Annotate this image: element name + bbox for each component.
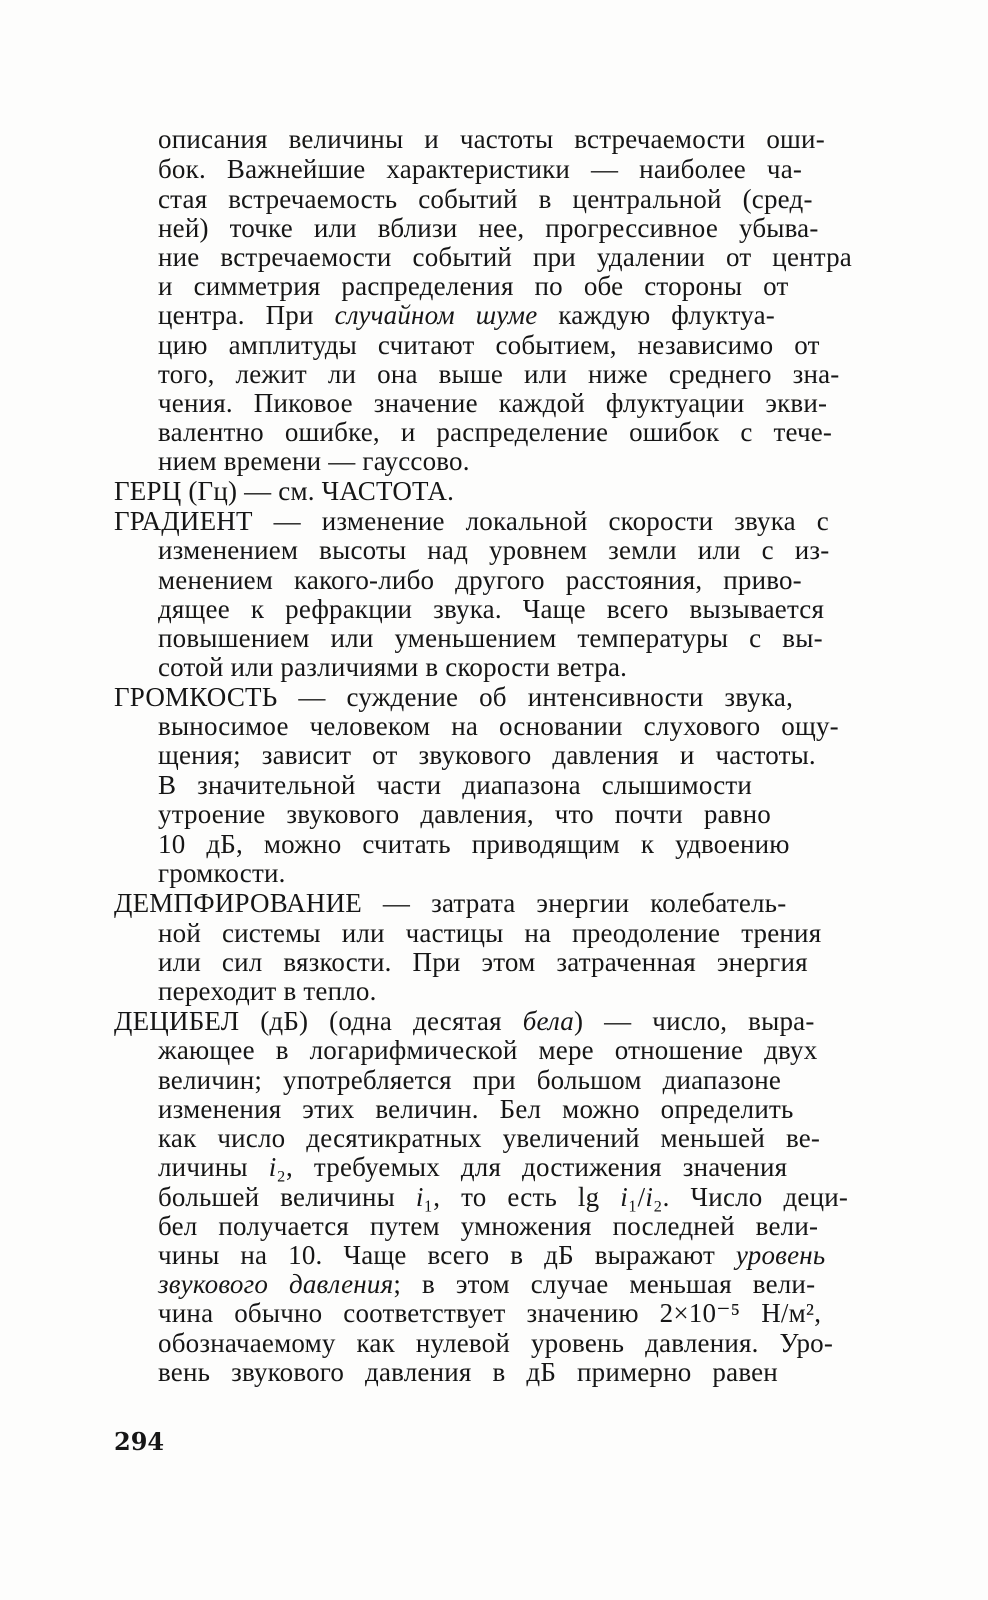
italic-text: i bbox=[620, 1182, 628, 1212]
text-run: личины bbox=[158, 1152, 269, 1182]
text-run: ₂. Число деци- bbox=[653, 1182, 849, 1212]
text-run: каждую флуктуа- bbox=[537, 300, 775, 330]
text-run: ₁/ bbox=[628, 1182, 646, 1212]
text-line bbox=[158, 446, 470, 476]
text-run: ной системы или частицы на преодоление трения bbox=[158, 918, 822, 948]
italic-text: i bbox=[268, 1152, 277, 1182]
text-run: ; в этом случае меньшая вели- bbox=[393, 1269, 816, 1299]
text-run: щения; зависит от звукового давления и частоты. bbox=[158, 740, 816, 770]
text-line bbox=[158, 1298, 821, 1328]
text-run: ГРОМКОСТЬ — суждение об интенсивности звука, bbox=[114, 682, 794, 712]
text-line bbox=[158, 1094, 793, 1124]
text-line bbox=[158, 300, 775, 330]
text-run: 10 дБ, можно считать приводящим к удвоению bbox=[158, 829, 790, 859]
text-line bbox=[158, 770, 752, 800]
italic-text: уровень bbox=[735, 1240, 826, 1270]
page-number: 294 bbox=[114, 1427, 165, 1456]
text-line bbox=[114, 476, 454, 506]
text-run: центра. При bbox=[158, 300, 335, 330]
text-run: менением какого-либо другого расстояния, приво- bbox=[158, 565, 802, 595]
text-line bbox=[158, 918, 821, 948]
text-line bbox=[158, 213, 819, 243]
text-run: В значительной части диапазона слышимости bbox=[158, 770, 753, 800]
text-line bbox=[158, 124, 825, 154]
text-run: повышением или уменьшением температуры с вы- bbox=[158, 623, 823, 653]
text-line bbox=[158, 858, 286, 888]
text-line bbox=[114, 888, 786, 918]
text-line bbox=[158, 330, 820, 360]
text-run: нием времени — гауссово. bbox=[158, 446, 470, 476]
text-line bbox=[158, 242, 852, 272]
text-line bbox=[158, 1035, 817, 1065]
text-line bbox=[158, 711, 839, 741]
text-line bbox=[158, 1269, 815, 1299]
italic-text: звукового давления bbox=[158, 1269, 394, 1299]
text-run: бел получается путем умножения последней вели- bbox=[158, 1211, 819, 1241]
text-line bbox=[158, 1123, 820, 1153]
text-line bbox=[158, 799, 771, 829]
text-run: стая встречаемость событий в центральной (сред- bbox=[158, 184, 813, 214]
text-line bbox=[158, 1182, 848, 1212]
text-line bbox=[158, 154, 802, 184]
text-run: ) — число, выра- bbox=[574, 1006, 815, 1036]
text-line bbox=[158, 184, 813, 214]
text-run: выносимое человеком на основании слухового ощу- bbox=[158, 711, 839, 741]
text-run: вень звукового давления в дБ примерно равен bbox=[158, 1357, 778, 1387]
text-run: чения. Пиковое значение каждой флуктуации экви- bbox=[158, 388, 828, 418]
text-line bbox=[158, 623, 823, 653]
text-line bbox=[158, 1240, 825, 1270]
text-run: ДЕМПФИРОВАНИЕ — затрата энергии колебатель- bbox=[114, 888, 787, 918]
text-run: ₁, то есть lg bbox=[423, 1182, 621, 1212]
text-run: ₂, требуемых для достижения значения bbox=[276, 1152, 788, 1182]
text-line bbox=[158, 740, 816, 770]
text-line bbox=[158, 1211, 818, 1241]
text-line bbox=[114, 506, 829, 536]
text-line bbox=[158, 652, 627, 682]
text-line bbox=[114, 682, 793, 712]
text-run: изменением высоты над уровнем земли или с из- bbox=[158, 535, 830, 565]
text-line bbox=[158, 1357, 778, 1387]
text-run: ГЕРЦ (Гц) — см. ЧАСТОТА. bbox=[114, 476, 455, 506]
text-line bbox=[114, 1006, 815, 1036]
italic-text: бела bbox=[522, 1006, 574, 1036]
text-run: жающее в логарифмической мере отношение двух bbox=[158, 1035, 818, 1065]
text-line bbox=[158, 271, 788, 301]
text-run: изменения этих величин. Бел можно определить bbox=[158, 1094, 794, 1124]
text-run: обозначаемому как нулевой уровень давления. Уро- bbox=[158, 1328, 834, 1358]
text-run: бок. Важнейшие характеристики — наиболее ча- bbox=[158, 154, 803, 184]
text-line bbox=[158, 829, 790, 859]
italic-text: случайном шуме bbox=[334, 300, 538, 330]
text-run: ГРАДИЕНТ — изменение локальной скорости звука с bbox=[114, 506, 829, 536]
text-run: цию амплитуды считают событием, независимо от bbox=[158, 330, 820, 360]
text-run: того, лежит ли она выше или ниже среднего зна- bbox=[158, 359, 840, 389]
text-line bbox=[158, 1152, 787, 1182]
text-run: или сил вязкости. При этом затраченная энергия bbox=[158, 947, 808, 977]
text-run: ние встречаемости событий при удалении от центра bbox=[158, 242, 852, 272]
text-run: чина обычно соответствует значению 2×10⁻⁵ Н/м², bbox=[158, 1298, 822, 1328]
text-run: как число десятикратных увеличений меньшей ве- bbox=[158, 1123, 821, 1153]
text-line bbox=[158, 1328, 833, 1358]
text-line bbox=[158, 565, 802, 595]
text-run: ДЕЦИБЕЛ (дБ) (одна десятая bbox=[114, 1006, 523, 1036]
text-line bbox=[158, 388, 827, 418]
text-run: большей величины bbox=[158, 1182, 416, 1212]
text-run: переходит в тепло. bbox=[158, 976, 377, 1006]
text-line bbox=[158, 976, 377, 1006]
text-run: громкости. bbox=[158, 858, 286, 888]
text-run: дящее к рефракции звука. Чаще всего вызывается bbox=[158, 594, 825, 624]
text-line bbox=[158, 359, 840, 389]
text-run: величин; употребляется при большом диапазоне bbox=[158, 1065, 782, 1095]
text-run: сотой или различиями в скорости ветра. bbox=[158, 652, 628, 682]
text-run: чины на 10. Чаще всего в дБ выражают bbox=[158, 1240, 736, 1270]
italic-text: i bbox=[645, 1182, 654, 1212]
text-line bbox=[158, 947, 808, 977]
text-run: и симметрия распределения по обе стороны от bbox=[158, 271, 789, 301]
italic-text: i bbox=[415, 1182, 424, 1212]
text-run: валентно ошибке, и распределение ошибок с тече- bbox=[158, 417, 833, 447]
text-line bbox=[158, 535, 829, 565]
text-run: описания величины и частоты встречаемости оши- bbox=[158, 124, 825, 154]
text-run: утроение звукового давления, что почти равно bbox=[158, 799, 771, 829]
text-line bbox=[158, 1065, 781, 1095]
text-line bbox=[158, 594, 824, 624]
text-line bbox=[158, 417, 832, 447]
text-run: ней) точке или вблизи нее, прогрессивное убыва- bbox=[158, 213, 819, 243]
